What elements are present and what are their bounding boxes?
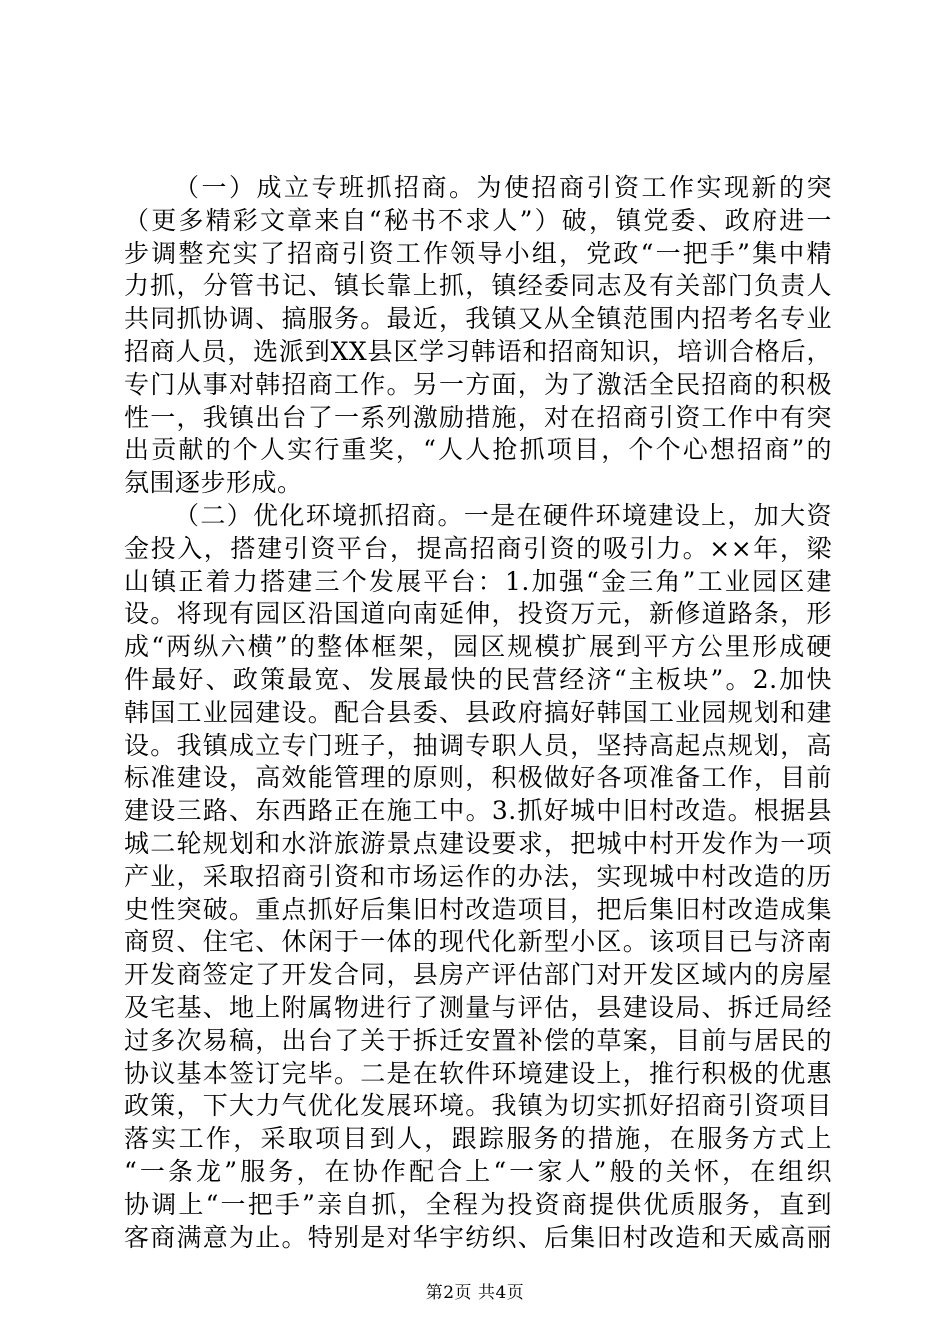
text-line: （一）成立专班抓招商。为使招商引资工作实现新的突 [174,173,832,202]
text-line: 商贸、住宅、休闲于一体的现代化新型小区。该项目已与济南 [124,927,832,957]
text-line: 标准建设，高效能管理的原则，积极做好各项准备工作，目前 [124,763,832,793]
text-line: 专门从事对韩招商工作。另一方面，为了激活全民招商的积极 [124,369,832,399]
text-line: 金投入，搭建引资平台，提高招商引资的吸引力。××年，梁 [124,533,832,563]
text-line: 客商满意为止。特别是对华宇纺织、后集旧村改造和天威高丽 [124,1222,832,1252]
text-line: 性一，我镇出台了一系列激励措施，对在招商引资工作中有突 [124,402,832,432]
text-line: 氛围逐步形成。 [124,468,303,498]
text-line: 共同抓协调、搞服务。最近，我镇又从全镇范围内招考名专业 [124,304,832,334]
text-line: 步调整充实了招商引资工作领导小组，党政“一把手”集中精 [124,238,832,268]
text-line: 韩国工业园建设。配合县委、县政府搞好韩国工业园规划和建 [124,697,832,727]
text-line: 招商人员，选派到XX县区学习韩语和招商知识，培训合格后， [124,336,832,366]
text-line: 开发商签定了开发合同，县房产评估部门对开发区域内的房屋 [124,960,832,990]
text-line: 件最好、政策最宽、发展最快的民营经济“主板块”。2.加快 [124,664,832,694]
text-line: （更多精彩文章来自“秘书不求人”）破，镇党委、政府进一 [124,205,832,235]
text-line: 设。我镇成立专门班子，抽调专职人员，坚持高起点规划，高 [124,730,832,760]
text-line: 协议基本签订完毕。二是在软件环境建设上，推行积极的优惠 [124,1058,832,1088]
text-line: 出贡献的个人实行重奖，“人人抢抓项目，个个心想招商”的 [124,435,832,465]
page-footer: 第2页 共4页 [425,1283,525,1303]
text-line: 建设三路、东西路正在施工中。3.抓好城中旧村改造。根据县 [124,796,832,826]
text-line: 力抓，分管书记、镇长靠上抓，镇经委同志及有关部门负责人 [124,271,832,301]
text-line: 过多次易稿，出台了关于拆迁安置补偿的草案，目前与居民的 [124,1025,832,1055]
text-line: 城二轮规划和水浒旅游景点建设要求，把城中村开发作为一项 [124,828,832,858]
text-line: 山镇正着力搭建三个发展平台：1.加强“金三角”工业园区建 [124,566,832,596]
body-text [124,172,832,1254]
text-line: 设。将现有园区沿国道向南延伸，投资万元，新修道路条，形 [124,599,832,629]
text-line: 及宅基、地上附属物进行了测量与评估，县建设局、拆迁局经 [124,992,832,1022]
text-line: 史性突破。重点抓好后集旧村改造项目，把后集旧村改造成集 [124,894,832,924]
text-line: 产业，采取招商引资和市场运作的办法，实现城中村改造的历 [124,861,832,891]
text-line: 协调上“一把手”亲自抓，全程为投资商提供优质服务，直到 [124,1189,832,1219]
text-line: （二）优化环境抓招商。一是在硬件环境建设上，加大资 [174,500,832,530]
text-line: 政策，下大力气优化发展环境。我镇为切实抓好招商引资项目 [124,1091,832,1121]
text-line: 成“两纵六横”的整体框架，园区规模扩展到平方公里形成硬 [124,632,832,662]
text-line: 落实工作，采取项目到人，跟踪服务的措施，在服务方式上 [124,1124,832,1154]
text-line: “一条龙”服务，在协作配合上“一家人”般的关怀，在组织 [124,1156,832,1186]
